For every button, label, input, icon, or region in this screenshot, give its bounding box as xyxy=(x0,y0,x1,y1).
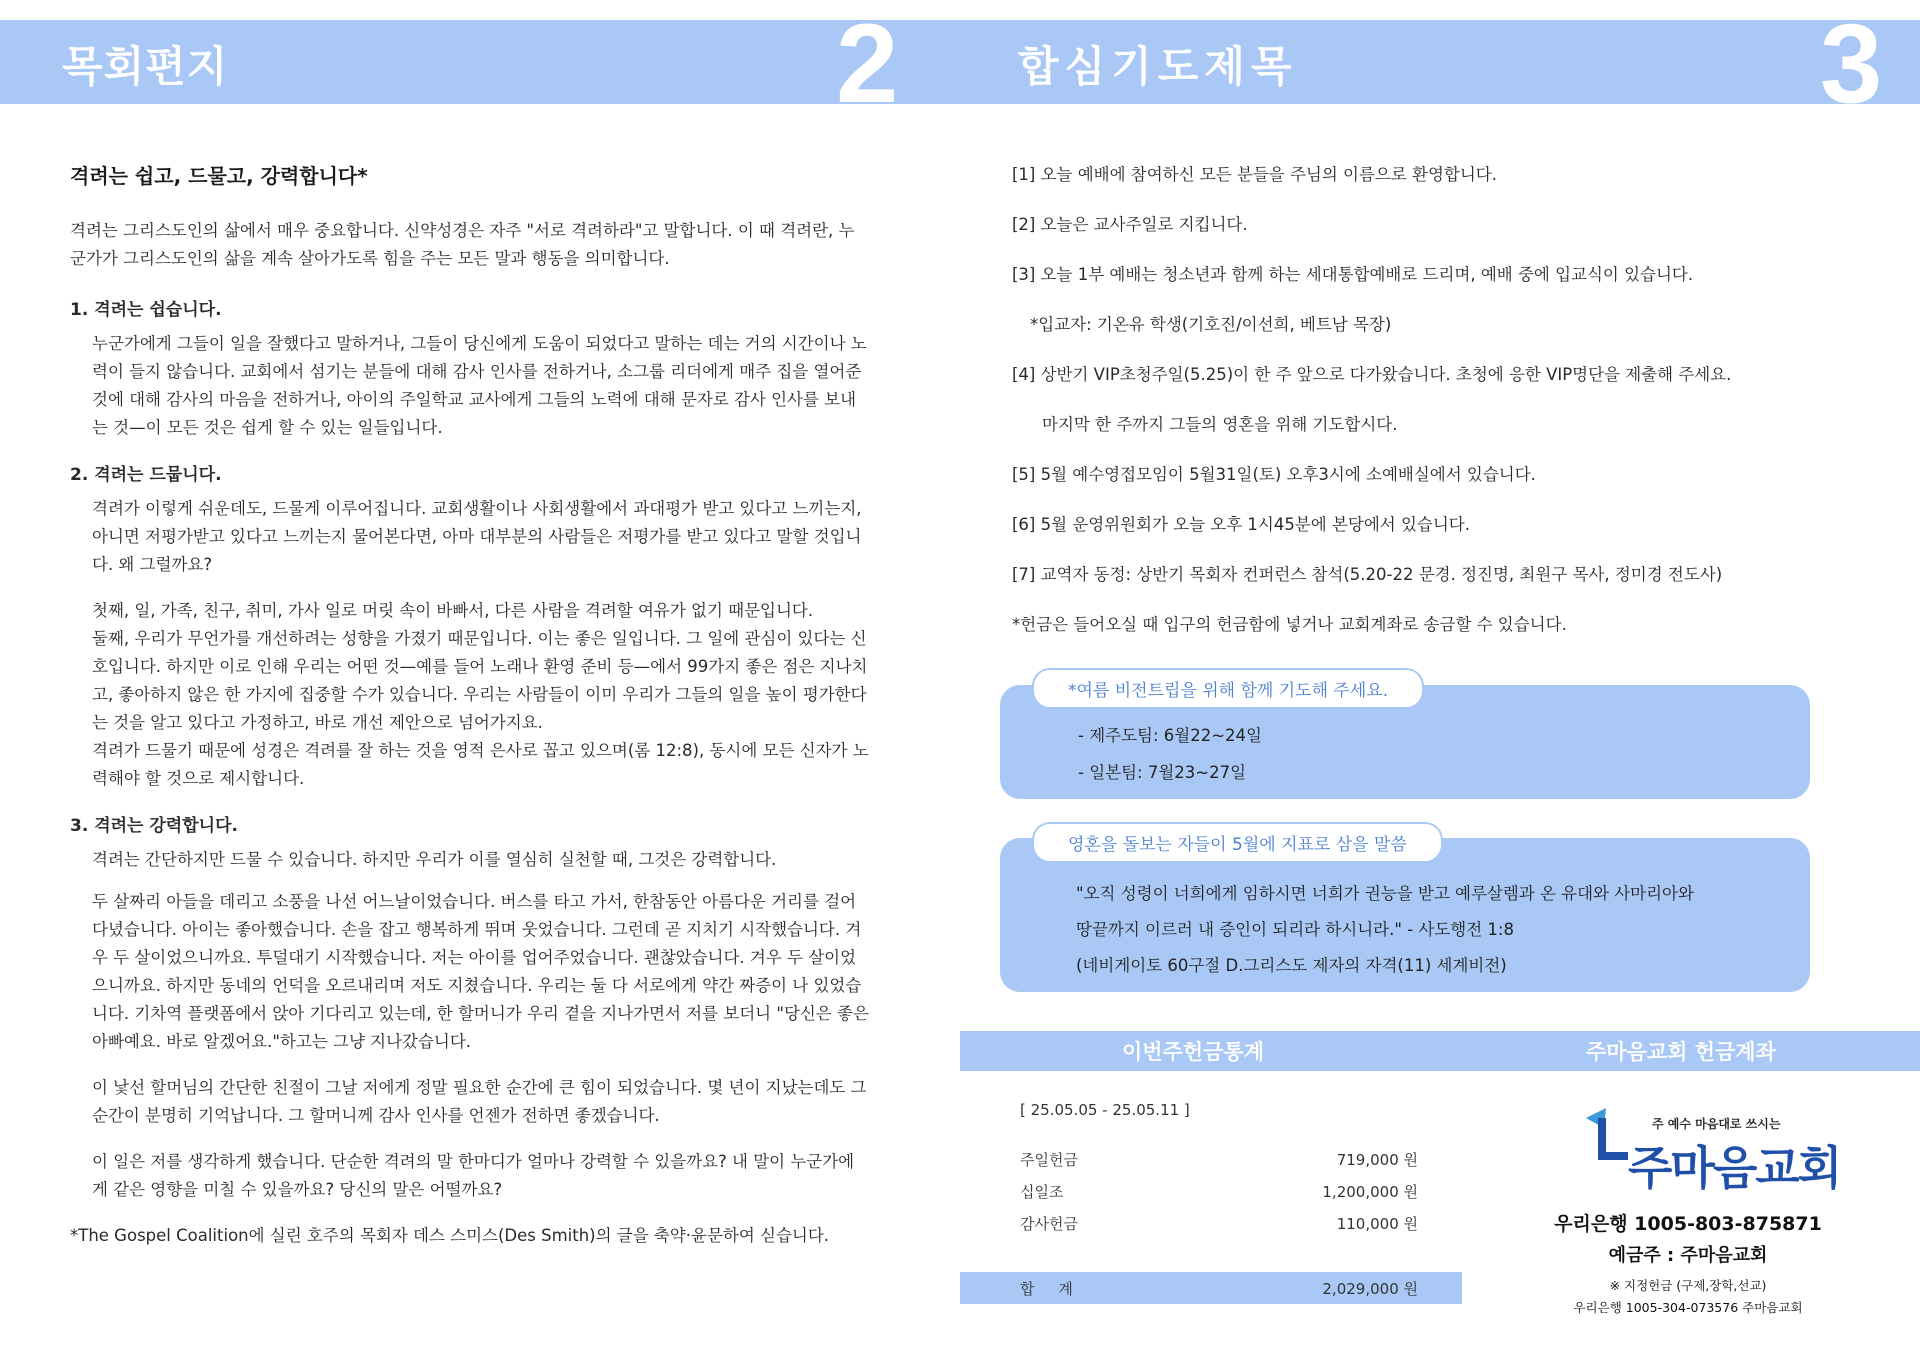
offering-total-label: 합 계 xyxy=(1020,1280,1073,1298)
prayer-item: *헌금은 들어오실 때 입구의 헌금함에 넣거나 교회계좌로 송금할 수 있습니다. xyxy=(1012,615,1567,634)
offering-row-amount: 1,200,000 원 xyxy=(1322,1183,1418,1201)
letter-title: 격려는 쉽고, 드물고, 강력합니다* xyxy=(70,164,368,188)
letter-footnote: *The Gospel Coalition에 실린 호주의 목회자 데스 스미스(Des Smith)의 글을 축약·윤문하여 싣습니다. xyxy=(70,1226,830,1245)
prayer-item: [2] 오늘은 교사주일로 지킵니다. xyxy=(1012,215,1248,234)
verse-box-label: 영혼을 돌보는 자들이 5월에 지표로 삼을 말씀 xyxy=(1032,822,1443,863)
offering-period: [ 25.05.05 - 25.05.11 ] xyxy=(1020,1101,1190,1119)
section-3-paragraph: 두 살짜리 아들을 데리고 소풍을 나선 어느날이었습니다. 버스를 타고 가서, 한참동안 아름다운 거리를 걸어 다녔습니다. 아이는 좋아했습니다. 손을 잡고 행복하게 뛰며 웃었습니다. 그런데 곧 지치기 시작했습니다. 겨우 두 살이었으니까요. 투덜대기 시작했습니다. 저는 아이를 업어주었습니다. 괜찮았습니다. 겨우 두 살이었으니까요. 하지만 동네의 언덕을 오르내리며 저도 지쳤습니다. 우리는 둘 다 서로에게 약간 짜증이 나 있었습니다. 기차역 플랫폼에서 앉아 기다리고 있는데, 한 할머니가 우리 곁을 지나가면서 저를 보더니 "당신은 좋은 아빠예요. 바로 알겠어요."하고는 그냥 지나갔습니다. xyxy=(92,892,869,1051)
vision-trip-line: - 일본팀: 7월23~27일 xyxy=(1078,763,1247,782)
section-3-paragraph: 격려는 간단하지만 드물 수 있습니다. 하지만 우리가 이를 열심히 실천할 때, 그것은 강력합니다. xyxy=(92,850,777,869)
verse-line: (네비게이토 60구절 D.그리스도 제자의 자격(11) 세계비전) xyxy=(1076,956,1507,975)
right-header-title: 합심기도제목 xyxy=(1018,42,1298,91)
designated-offering-note: ※ 지정헌금 (구제,장학,선교) xyxy=(1609,1278,1767,1293)
vision-trip-line: - 제주도팀: 6월22~24일 xyxy=(1078,726,1262,745)
section-2-paragraph: 격려가 이렇게 쉬운데도, 드물게 이루어집니다. 교회생활이나 사회생활에서 과대평가 받고 있다고 느끼는지, 아니면 저평가받고 있다고 느끼는지 물어본다면, 아마 대부분의 사람들은 저평가를 받고 있다고 말할 것입니다. 왜 그럴까요? xyxy=(92,499,862,574)
prayer-item: [4] 상반기 VIP초청주일(5.25)이 한 주 앞으로 다가왔습니다. 초청에 응한 VIP명단을 제출해 주세요. xyxy=(1012,365,1732,384)
section-3-paragraph: 이 낯선 할머님의 간단한 친절이 그날 저에게 정말 필요한 순간에 큰 힘이 되었습니다. 몇 년이 지났는데도 그 순간이 분명히 기억납니다. 그 할머니께 감사 인사를 언젠가 전하면 좋겠습니다. xyxy=(92,1078,867,1125)
prayer-item: [6] 5월 운영위원회가 오늘 오후 1시45분에 본당에서 있습니다. xyxy=(1012,515,1470,534)
section-3-paragraph: 이 일은 저를 생각하게 했습니다. 단순한 격려의 말 한마디가 얼마나 강력할 수 있을까요? 내 말이 누군가에게 같은 영향을 미칠 수 있을까요? 당신의 말은 어떨까요? xyxy=(92,1152,855,1199)
section-2-paragraph: 격려가 드물기 때문에 성경은 격려를 잘 하는 것을 영적 은사로 꼽고 있으며(롬 12:8), 동시에 모든 신자가 노력해야 할 것으로 제시합니다. xyxy=(92,741,869,788)
section-3-heading: 3. 격려는 강력합니다. xyxy=(70,816,238,836)
offering-section-bar xyxy=(960,1031,1920,1071)
bank-account: 우리은행 1005-803-875871 xyxy=(1554,1213,1822,1235)
section-2-paragraph: 첫째, 일, 가족, 친구, 취미, 가사 일로 머릿 속이 바빠서, 다른 사람을 격려할 여유가 없기 때문입니다. xyxy=(92,601,814,620)
church-logo-name: 주마음교회 xyxy=(1628,1141,1841,1195)
prayer-list xyxy=(1012,150,1892,650)
offering-row-label: 감사헌금 xyxy=(1020,1215,1078,1233)
offering-total-amount: 2,029,000 원 xyxy=(1322,1280,1418,1298)
church-logo-tagline: 주 예수 마음대로 쓰시는 xyxy=(1652,1117,1781,1131)
offering-stats-title: 이번주헌금통계 xyxy=(1122,1039,1265,1064)
left-page-number: 2 xyxy=(836,20,899,104)
prayer-item: [1] 오늘 예배에 참여하신 모든 분들을 주님의 이름으로 환영합니다. xyxy=(1012,165,1497,184)
right-header-bar xyxy=(960,20,1920,104)
right-page-number: 3 xyxy=(1820,20,1883,104)
section-2-paragraph: 둘째, 우리가 무언가를 개선하려는 성향을 가졌기 때문입니다. 이는 좋은 일입니다. 그 일에 관심이 있다는 신호입니다. 하지만 이로 인해 우리는 어떤 것—예를 들어 노래나 환영 준비 등—에서 99가지 좋은 점은 지나치고, 좋아하지 않은 한 가지에 집중할 수가 있습니다. 우리는 사람들이 이미 우리가 그들의 일을 높이 평가한다는 것을 알고 있다고 가정하고, 바로 개선 제안으로 넘어가지요. xyxy=(92,629,868,732)
offering-row-amount: 110,000 원 xyxy=(1336,1215,1418,1233)
section-1-heading: 1. 격려는 쉽습니다. xyxy=(70,300,222,320)
left-header-bar xyxy=(0,20,960,104)
church-logo-arrow-icon xyxy=(1584,1104,1630,1166)
section-1-paragraph: 누군가에게 그들이 일을 잘했다고 말하거나, 그들이 당신에게 도움이 되었다고 말하는 데는 거의 시간이나 노력이 들지 않습니다. 교회에서 섬기는 분들에 대해 감사 인사를 전하거나, 소그룹 리더에게 매주 집을 열어준 것에 대해 감사의 마음을 전하거나, 아이의 주일학교 교사에게 그들의 노력에 대해 문자로 감사 인사를 보내는 것—이 모든 것은 쉽게 할 수 있는 일들입니다. xyxy=(92,334,867,437)
account-holder: 예금주 : 주마음교회 xyxy=(1608,1245,1768,1266)
section-2-heading: 2. 격려는 드뭅니다. xyxy=(70,465,222,485)
left-header-title: 목회편지 xyxy=(62,42,229,91)
verse-line: 땅끝까지 이르러 내 증인이 되리라 하시니라." - 사도행전 1:8 xyxy=(1076,920,1514,939)
offering-row-label: 주일헌금 xyxy=(1020,1151,1078,1169)
designated-offering-account: 우리은행 1005-304-073576 주마음교회 xyxy=(1573,1300,1803,1315)
prayer-item: [7] 교역자 동정: 상반기 목회자 컨퍼런스 참석(5.20-22 문경. 정진명, 최원구 목사, 정미경 전도사) xyxy=(1012,565,1723,584)
offering-row-label: 십일조 xyxy=(1020,1183,1064,1201)
vision-trip-label: *여름 비전트립을 위해 함께 기도해 주세요. xyxy=(1032,668,1424,709)
prayer-item: [3] 오늘 1부 예배는 청소년과 함께 하는 세대통합예배로 드리며, 예배 중에 입교식이 있습니다. xyxy=(1012,265,1694,284)
prayer-item: *입교자: 기온유 학생(기호진/이선희, 베트남 목장) xyxy=(1030,315,1392,334)
prayer-item: [5] 5월 예수영접모임이 5월31일(토) 오후3시에 소예배실에서 있습니다. xyxy=(1012,465,1536,484)
letter-intro: 격려는 그리스도인의 삶에서 매우 중요합니다. 신약성경은 자주 "서로 격려하라"고 말합니다. 이 때 격려란, 누군가가 그리스도인의 삶을 계속 살아가도록 힘을 주는 모든 말과 행동을 의미합니다. xyxy=(70,221,855,268)
offering-row-amount: 719,000 원 xyxy=(1336,1151,1418,1169)
prayer-item: 마지막 한 주까지 그들의 영혼을 위해 기도합시다. xyxy=(1042,415,1398,434)
verse-line: "오직 성령이 너희에게 임하시면 너희가 권능을 받고 예루살렘과 온 유대와 사마리아와 xyxy=(1076,884,1694,903)
pastoral-letter xyxy=(70,160,870,1250)
account-title: 주마음교회 헌금계좌 xyxy=(1586,1039,1776,1064)
